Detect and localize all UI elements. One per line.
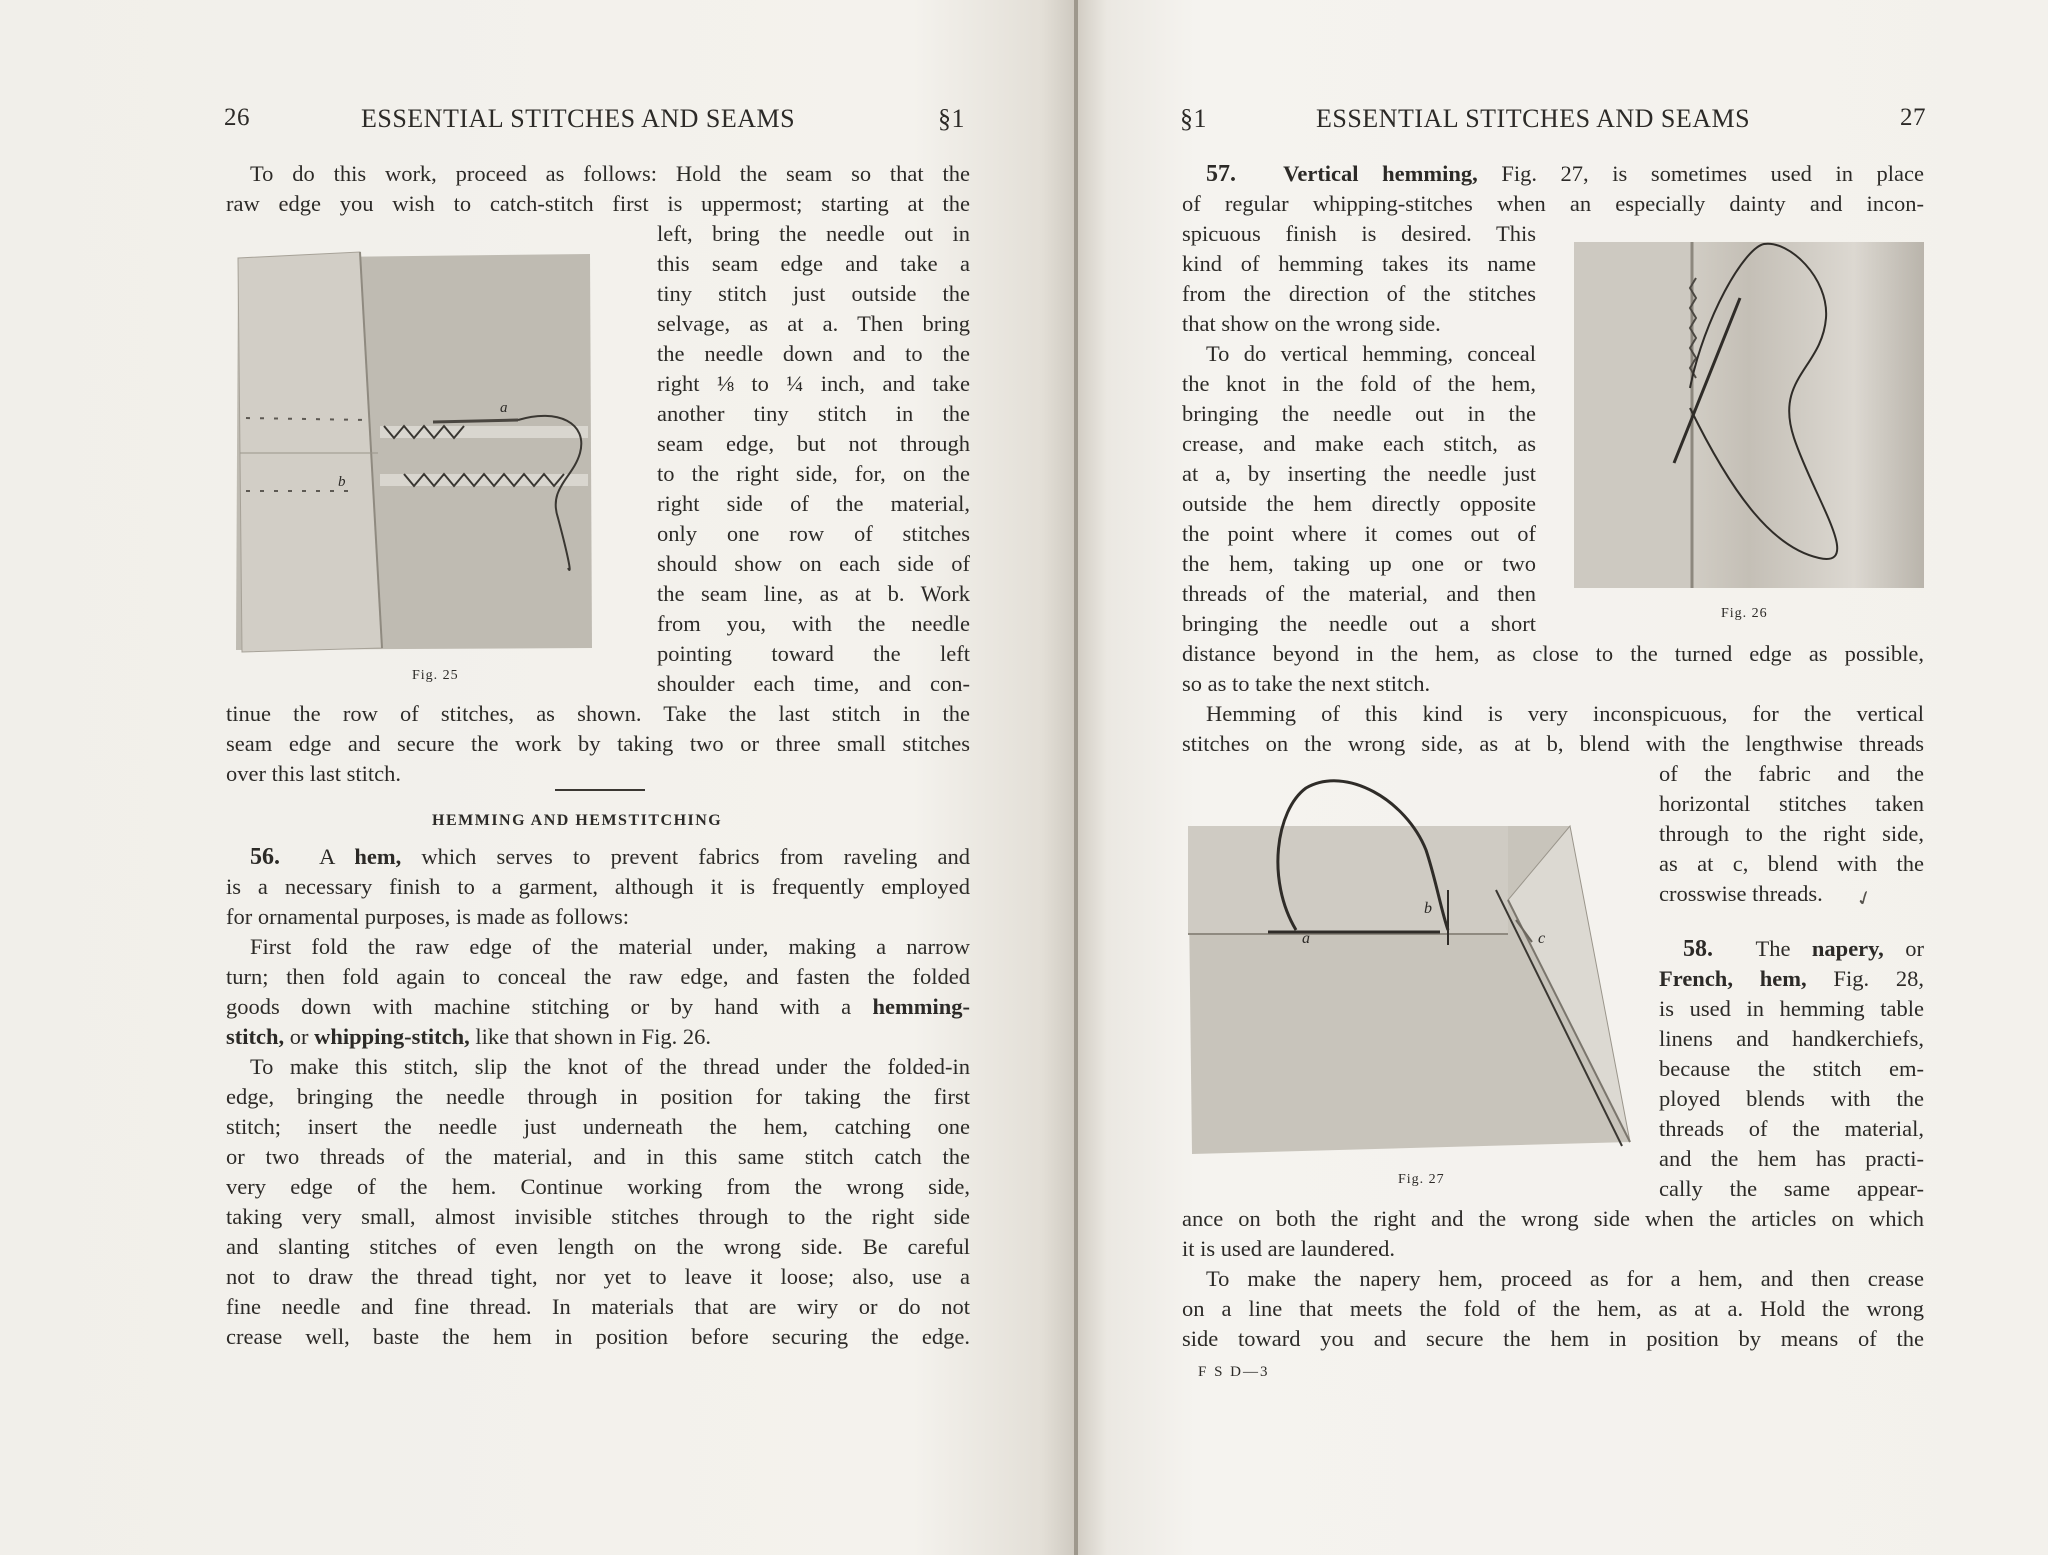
- body-line: very edge of the hem. Continue working from the wrong side,: [226, 1174, 970, 1199]
- term-hem: hem,: [354, 844, 402, 869]
- body-line: turn; then fold again to conceal the raw edge, and fasten the folded: [226, 964, 970, 989]
- body-line: threads of the material,: [1659, 1116, 1924, 1141]
- body-line: the knot in the fold of the hem,: [1182, 371, 1536, 396]
- body-line: kind of hemming takes its name: [1182, 251, 1536, 276]
- body-line: for ornamental purposes, is made as follows:: [226, 904, 630, 929]
- body-line: crease, and make each stitch, as: [1182, 431, 1536, 456]
- body-line: distance beyond in the hem, as close to the turned edge as possible,: [1182, 641, 1924, 666]
- body-line: another tiny stitch in the: [657, 401, 970, 426]
- figure-25-catch-stitch: [228, 248, 648, 658]
- section-number-57: 57.: [1206, 161, 1236, 187]
- body-line: raw edge you wish to catch-stitch first is uppermost; starting at the: [226, 191, 970, 216]
- body-line: is a necessary finish to a garment, although it is frequently employed: [226, 874, 970, 899]
- body-line: should show on each side of: [657, 551, 970, 576]
- body-line: shoulder each time, and con-: [657, 671, 970, 696]
- fig27-label-c: c: [1538, 930, 1546, 947]
- body-line: selvage, as at a. Then bring: [657, 311, 970, 336]
- body-line: seam edge and secure the work by taking two or three small stitches: [226, 731, 970, 756]
- body-line: the seam line, as at b. Work: [657, 581, 970, 606]
- body-line: bringing the needle out in the: [1182, 401, 1536, 426]
- body-line: First fold the raw edge of the material under, making a narrow: [250, 934, 970, 959]
- body-line: through to the right side,: [1659, 821, 1924, 846]
- body-line: the hem, taking up one or two: [1182, 551, 1536, 576]
- body-line: outside the hem directly opposite: [1182, 491, 1536, 516]
- pencil-checkmark: ✓: [1852, 885, 1877, 913]
- body-line: ance on both the right and the wrong side when the articles on which: [1182, 1206, 1924, 1231]
- body-line: the needle down and to the: [657, 341, 970, 366]
- running-title-right: ESSENTIAL STITCHES AND SEAMS: [1316, 104, 1751, 133]
- body-line: from you, with the needle: [657, 611, 970, 636]
- fig25-label-a: a: [500, 400, 508, 416]
- body-line: ployed blends with the: [1659, 1086, 1924, 1111]
- section-divider: [555, 789, 645, 791]
- body-line: stitches on the wrong side, as at b, blend with the lengthwise threads: [1182, 731, 1924, 756]
- body-line: taking very small, almost invisible stitches through to the right side: [226, 1204, 970, 1229]
- body-line: it is used are laundered.: [1182, 1236, 1396, 1261]
- term-vertical-hemming: Vertical hemming,: [1283, 161, 1478, 186]
- body-line: as at c, blend with the: [1659, 851, 1924, 876]
- body-line: tinue the row of stitches, as shown. Take the last stitch in the: [226, 701, 970, 726]
- fig27-label-b: b: [1424, 900, 1432, 917]
- body-line: this seam edge and take a: [657, 251, 970, 276]
- figure-26-vertical-hemming: [1574, 238, 1930, 594]
- figure-27-napery-hem: [1186, 770, 1646, 1160]
- body-line: is used in hemming table: [1659, 996, 1924, 1021]
- figure-25-caption: Fig. 25: [412, 668, 459, 683]
- body-line: spicuous finish is desired. This: [1182, 221, 1536, 246]
- body-line: the point where it comes out of: [1182, 521, 1536, 546]
- body-line: of regular whipping-stitches when an especially dainty and incon-: [1182, 191, 1924, 216]
- body-line: and the hem has practi-: [1659, 1146, 1924, 1171]
- running-title-left: ESSENTIAL STITCHES AND SEAMS: [361, 104, 796, 133]
- body-line: on a line that meets the fold of the hem, as at a. Hold the wrong: [1182, 1296, 1924, 1321]
- body-line: crosswise threads.: [1659, 881, 1823, 906]
- page-number-left: 26: [224, 104, 250, 131]
- body-line: stitch, or whipping-stitch, like that shown in Fig. 26.: [226, 1024, 712, 1049]
- section-number-56: 56.: [250, 844, 280, 870]
- body-line: French, hem, Fig. 28,: [1659, 966, 1924, 991]
- body-line: cally the same appear-: [1659, 1176, 1924, 1201]
- fig25-label-b: b: [338, 474, 346, 490]
- body-line: linens and handkerchiefs,: [1659, 1026, 1924, 1051]
- body-line: bringing the needle out a short: [1182, 611, 1536, 636]
- body-line: edge, bringing the needle through in position for taking the first: [226, 1084, 970, 1109]
- body-line: seam edge, but not through: [657, 431, 970, 456]
- figure-27-caption: Fig. 27: [1398, 1172, 1445, 1187]
- term-whipping-stitch: whipping-stitch,: [314, 1024, 470, 1049]
- body-line: To do vertical hemming, conceal: [1206, 341, 1536, 366]
- fig27-label-a: a: [1302, 930, 1310, 947]
- body-line: right ⅛ to ¼ inch, and take: [657, 371, 970, 396]
- section-56-first-line: 56. A hem, which serves to prevent fabrics from raveling and: [250, 844, 970, 870]
- right-page: [1078, 0, 2048, 1555]
- body-line: crease well, baste the hem in position before securing the edge.: [226, 1324, 970, 1349]
- body-line: To make the napery hem, proceed as for a hem, and then crease: [1206, 1266, 1924, 1291]
- body-line: horizontal stitches taken: [1659, 791, 1924, 816]
- term-french-hem: French, hem,: [1659, 966, 1807, 991]
- body-line: Hemming of this kind is very inconspicuous, for the vertical: [1206, 701, 1924, 726]
- body-line: To do this work, proceed as follows: Hold the seam so that the: [250, 161, 970, 186]
- body-line: so as to take the next stitch.: [1182, 671, 1431, 696]
- section-57-first-line: 57. Vertical hemming, Fig. 27, is sometimes used in place: [1206, 161, 1925, 187]
- body-line: stitch; insert the needle just underneath the hem, catching one: [226, 1114, 970, 1139]
- body-line: and slanting stitches of even length on the wrong side. Be careful: [226, 1234, 970, 1259]
- body-line: because the stitch em-: [1659, 1056, 1924, 1081]
- subheading-hemming: HEMMING AND HEMSTITCHING: [432, 812, 723, 829]
- body-line: pointing toward the left: [657, 641, 970, 666]
- section-mark-left: §1: [938, 104, 965, 133]
- body-line: tiny stitch just outside the: [657, 281, 970, 306]
- signature-mark: F S D—3: [1198, 1364, 1270, 1380]
- body-line: goods down with machine stitching or by hand with a hemming-: [226, 994, 970, 1019]
- body-line: of the fabric and the: [1659, 761, 1924, 786]
- body-line: or two threads of the material, and in this same stitch catch the: [226, 1144, 970, 1169]
- body-line: right side of the material,: [657, 491, 970, 516]
- section-mark-right: §1: [1180, 104, 1207, 133]
- body-line: from the direction of the stitches: [1182, 281, 1536, 306]
- body-line: to the right side, for, on the: [657, 461, 970, 486]
- body-line: To make this stitch, slip the knot of the thread under the folded-in: [250, 1054, 970, 1079]
- body-line: over this last stitch.: [226, 761, 401, 786]
- section-number-58: 58.: [1683, 936, 1713, 962]
- body-line: not to draw the thread tight, nor yet to leave it loose; also, use a: [226, 1264, 970, 1289]
- body-line: at a, by inserting the needle just: [1182, 461, 1536, 486]
- body-line: threads of the material, and then: [1182, 581, 1536, 606]
- body-line: only one row of stitches: [657, 521, 970, 546]
- section-58-first-line: 58. The napery, or: [1683, 936, 1925, 962]
- body-line: side toward you and secure the hem in position by means of the: [1182, 1326, 1924, 1351]
- term-hemming-stitch: hemming-: [872, 994, 970, 1019]
- figure-26-caption: Fig. 26: [1721, 606, 1768, 621]
- body-line: fine needle and fine thread. In materials that are wiry or do not: [226, 1294, 970, 1319]
- body-line: left, bring the needle out in: [657, 221, 970, 246]
- body-line: that show on the wrong side.: [1182, 311, 1441, 336]
- page-number-right: 27: [1900, 104, 1926, 131]
- term-napery: napery,: [1811, 936, 1884, 961]
